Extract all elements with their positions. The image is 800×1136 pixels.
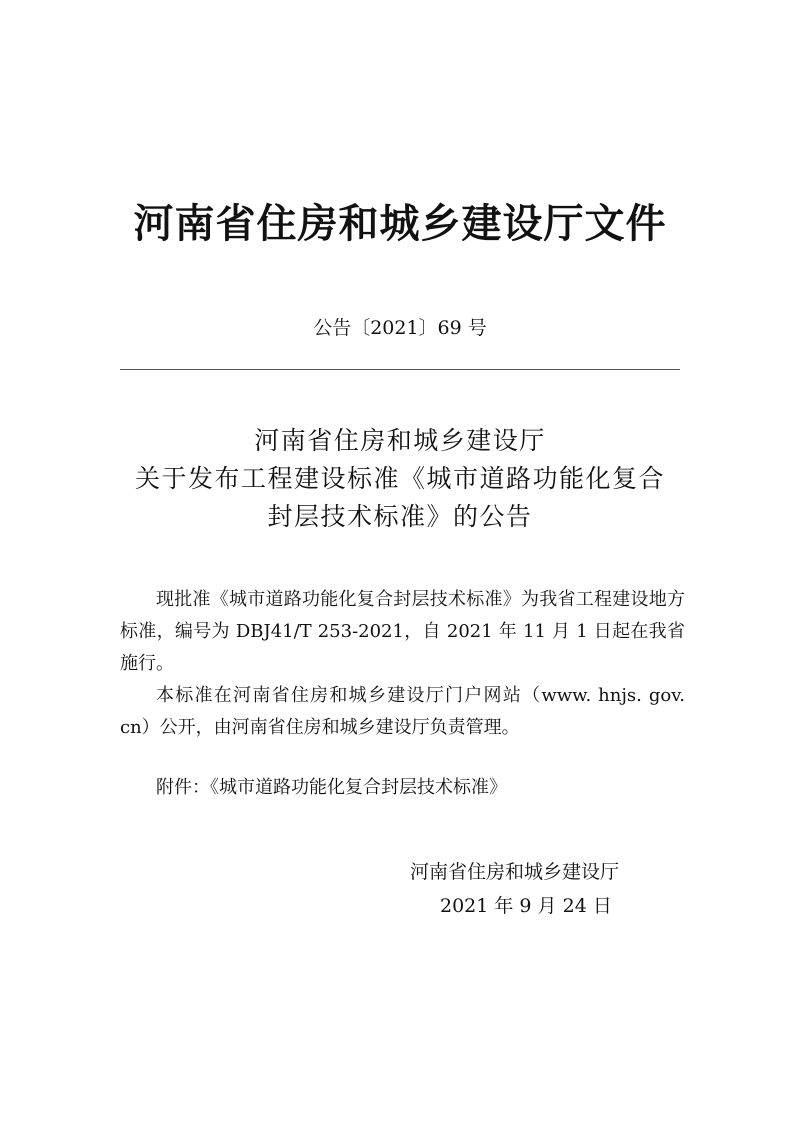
document-number: 公告〔2021〕69 号 bbox=[313, 317, 487, 339]
notice-title-line-2: 关于发布工程建设标准《城市道路功能化复合 bbox=[134, 464, 665, 493]
signature-date: 2021 年 9 月 24 日 bbox=[440, 895, 612, 917]
header-divider bbox=[120, 369, 680, 370]
document-header-title: 河南省住房和城乡建设厅文件 bbox=[133, 201, 667, 247]
notice-title bbox=[0, 422, 800, 536]
signature-organization: 河南省住房和城乡建设厅 bbox=[410, 861, 620, 883]
notice-body bbox=[120, 584, 685, 804]
notice-title-line-3: 封层技术标准》的公告 bbox=[267, 502, 533, 531]
body-paragraph-approval: 现批准《城市道路功能化复合封层技术标准》为我省工程建设地方标准，编号为 DBJ41/T 253-2021，自 2021 年 11 月 1 日起在我省施行。 bbox=[120, 589, 685, 674]
body-paragraph-publication: 本标准在河南省住房和城乡建设厅门户网站（www. hnjs. gov. cn）公开，由河南省住房和城乡建设厅负责管理。 bbox=[120, 685, 685, 738]
body-paragraph-attachment: 附件：《城市道路功能化复合封层技术标准》 bbox=[156, 777, 507, 798]
notice-title-line-1: 河南省住房和城乡建设厅 bbox=[254, 426, 546, 455]
